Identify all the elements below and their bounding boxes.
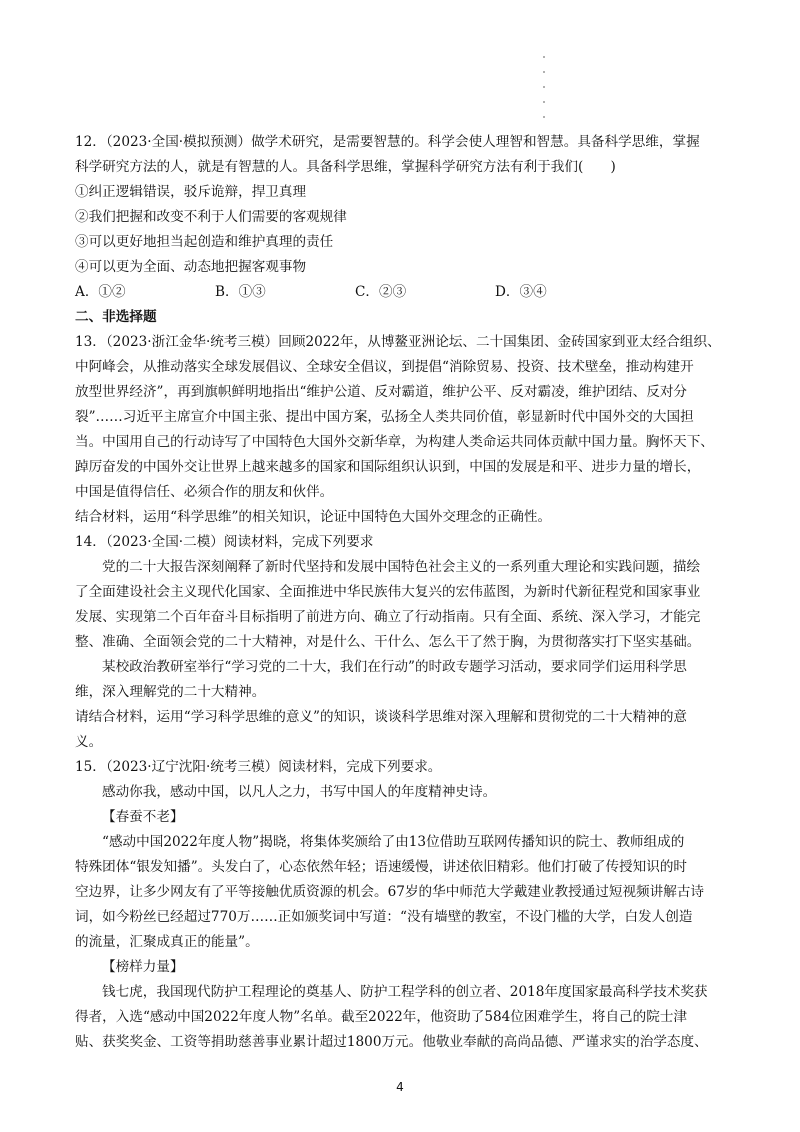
q12-item: ③可以更好地担当起创造和维护真理的责任 — [75, 234, 334, 250]
q15-para1-line: 特殊团体“银发知播”。头发白了，心态依然年轻；语速缓慢，讲述依旧精彩。他们打破了传授知识的时 — [75, 859, 688, 875]
q15-para2-line: 得者，入选“感动中国2022年度人物”名单。截至2022年，他资助了584位困难学生，将自己的院士津 — [75, 1009, 688, 1025]
q14-para2-line: 某校政治教研室举行“学习党的二十大，我们在行动”的时政专题学习活动，要求同学们运用科学思 — [102, 659, 687, 675]
option-a: A．①② — [75, 284, 126, 300]
q12-line: 科学研究方法的人，就是有智慧的人。具备科学思维，掌握科学研究方法有利于我们( ) — [75, 159, 616, 175]
q15-para1-line: 空边界，让多少网友有了平等接触优质资源的机会。67岁的华中师范大学戴建业教授通过短视频讲解古诗 — [75, 884, 705, 900]
option-b: B．①③ — [215, 284, 266, 300]
q12-line: 12．（2023·全国·模拟预测）做学术研究，是需要智慧的。科学会使人理智和智慧。具备科学思维，掌握 — [75, 134, 700, 150]
q13-line: 13．（2023·浙江金华·统考三模）回顾2022年，从博鳌亚洲论坛、二十国集团、金砖国家到亚太经合组织、 — [75, 334, 721, 350]
q15-para1-line: “感动中国2022年度人物”揭晓，将集体奖颁给了由13位借助互联网传播知识的院士、教师组成的 — [102, 834, 685, 850]
content — [75, 130, 725, 1055]
q15-subheading: 【榜样力量】 — [102, 959, 184, 975]
q13-line: 当。中国用自己的行动诗写了中国特色大国外交新华章，为构建人类命运共同体贡献中国力量。胸怀天下、 — [75, 434, 714, 450]
q13-line: 中国是值得信任、必须合作的朋友和伙伴。 — [75, 484, 334, 500]
q14-para1-line: 党的二十大报告深刻阐释了新时代坚持和发展中国特色社会主义的一系列重大理论和实践问题，描绘 — [102, 559, 701, 575]
q14-para1-line: 发展、实现第二个百年奋斗目标指明了前进方向、确立了行动指南。只有全面、系统、深入学习，才能完 — [75, 609, 701, 625]
q13-line: 放型世界经济”，再到旗帜鲜明地指出“维护公道、反对霸道，维护公平、反对霸凌，维护团结、反对分 — [75, 384, 688, 400]
q15-subheading: 【春蚕不老】 — [102, 809, 184, 825]
q14-task: 请结合材料，运用“学习科学思维的意义”的知识，谈谈科学思维对深入理解和贯彻党的二十大精神的意 — [75, 709, 688, 725]
q15-head: 15．（2023·辽宁沈阳·统考三模）阅读材料，完成下列要求。 — [75, 759, 442, 775]
q12-item: ①纠正逻辑错误，驳斥诡辩，捍卫真理 — [75, 184, 307, 200]
decorative-dots — [543, 56, 545, 131]
q15-intro: 感动你我，感动中国，以凡人之力，书写中国人的年度精神史诗。 — [102, 784, 497, 800]
q12-item: ④可以更为全面、动态地把握客观事物 — [75, 259, 307, 275]
q13-line: 踔厉奋发的中国外交让世界上越来越多的国家和国际组织认识到，中国的发展是和平、进步力量的增长， — [75, 459, 701, 475]
q13-task: 结合材料，运用“科学思维”的相关知识，论证中国特色大国外交理念的正确性。 — [75, 509, 552, 525]
q14-para1-line: 了全面建设社会主义现代化国家、全面推进中华民族伟大复兴的宏伟蓝图，为新时代新征程党和国家事业 — [75, 584, 701, 600]
q15-para2-line: 钱七虎，我国现代防护工程理论的奠基人、防护工程学科的创立者、2018年度国家最高科学技术奖获 — [102, 984, 708, 1000]
q14-head: 14．（2023·全国·二模）阅读材料，完成下列要求 — [75, 534, 374, 550]
q13-line: 中阿峰会，从推动落实全球发展倡议、全球安全倡议，到提倡“消除贸易、投资、技术壁垒，推动构建开 — [75, 359, 694, 375]
option-c: C．②③ — [355, 284, 407, 300]
q14-task: 义。 — [75, 734, 103, 750]
q12-item: ②我们把握和改变不利于人们需要的客观规律 — [75, 209, 347, 225]
q13-line: 裂”……习近平主席宣介中国主张、提出中国方案，弘扬全人类共同价值，彰显新时代中国外交的大国担 — [75, 409, 694, 425]
q12-options — [75, 280, 725, 305]
page-number: 4 — [396, 1080, 404, 1094]
q15-para1-line: 词，如今粉丝已经超过770万……正如颁奖词中写道：“没有墙壁的教室，不设门槛的大学，白发人创造 — [75, 909, 693, 925]
q14-para2-line: 维，深入理解党的二十大精神。 — [75, 684, 266, 700]
q14-para1-line: 整、准确、全面领会党的二十大精神，对是什么、干什么、怎么干了然于胸，为贯彻落实打下坚实基础。 — [75, 634, 701, 650]
option-d: D．③④ — [495, 284, 547, 300]
q15-para1-line: 的流量，汇聚成真正的能量”。 — [75, 934, 259, 950]
q15-para2-line: 贴、获奖奖金、工资等捐助慈善事业累计超过1800万元。他敬业奉献的高尚品德、严谨求实的治学态度、 — [75, 1034, 708, 1050]
section-heading: 二、非选择题 — [75, 309, 157, 325]
